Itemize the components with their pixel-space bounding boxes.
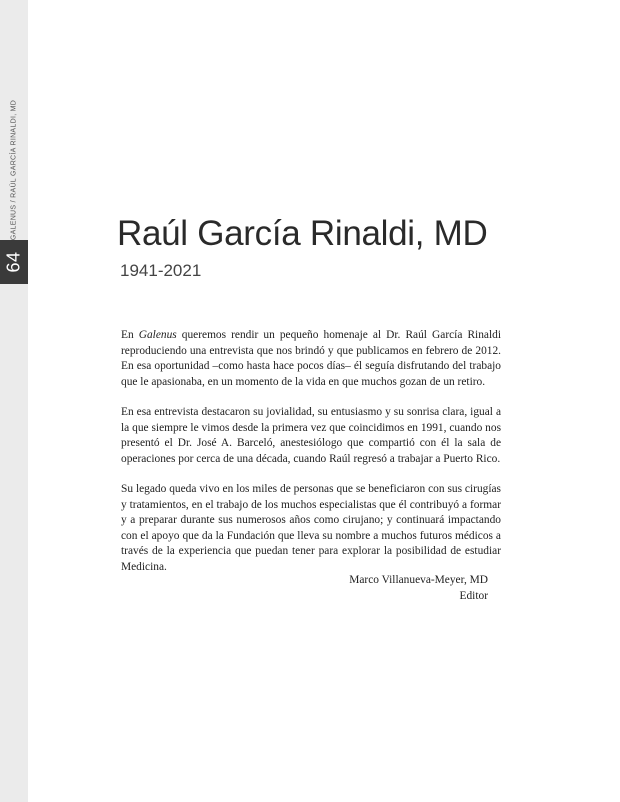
signature-block <box>349 573 488 604</box>
signature-role: Editor <box>459 589 488 602</box>
paragraph-3: Su legado queda vivo en los miles de personas que se beneficiaron con sus cirugías y tratamientos, en el trabajo de los muchos especialistas que él contribuyó a formar y a preparar durante sus numerosos años como cirujano; y continuará impactando con el apoyo que da la Fundación que lleva su nombre a muchos futuros médicos a través de la experiencia que puedan tener para explorar la posibilidad de estudiar Medicina. <box>121 483 501 573</box>
paragraph-1 <box>121 328 501 390</box>
paragraph-2: En esa entrevista destacaron su jovialidad, su entusiasmo y su sonrisa clara, igual a la que siempre le vimos desde la primera vez que coincidimos en 1991, cuando nos presentó el Dr. José A. Barceló, anestesiólogo que compartió con él la sala de operaciones por cerca de una década, cuando Raúl regresó a trabajar a Puerto Rico. <box>121 406 501 465</box>
article-body <box>121 328 501 590</box>
page-number: 64 <box>3 251 24 273</box>
life-years: 1941-2021 <box>120 261 202 280</box>
publication-name: Galenus <box>138 329 177 341</box>
signature-name: Marco Villanueva-Meyer, MD <box>349 574 488 586</box>
paragraph-1-rest: queremos rendir un pequeño homenaje al Dr. Raúl García Rinaldi reproduciendo una entrevista que nos brindó y que publicamos en febrero de 2012. En esa oportunidad –como hasta hace pocos días– él seguía disfrutando del trabajo que le apasionaba, en un momento de la vida en que muchos gozan de un retiro. <box>121 329 501 388</box>
page-title: Raúl García Rinaldi, MD <box>117 214 488 253</box>
paragraph-1-prefix: En <box>121 329 139 341</box>
running-head: GALENUS / RAÚL GARCÍA RINALDI, MD <box>10 99 18 241</box>
